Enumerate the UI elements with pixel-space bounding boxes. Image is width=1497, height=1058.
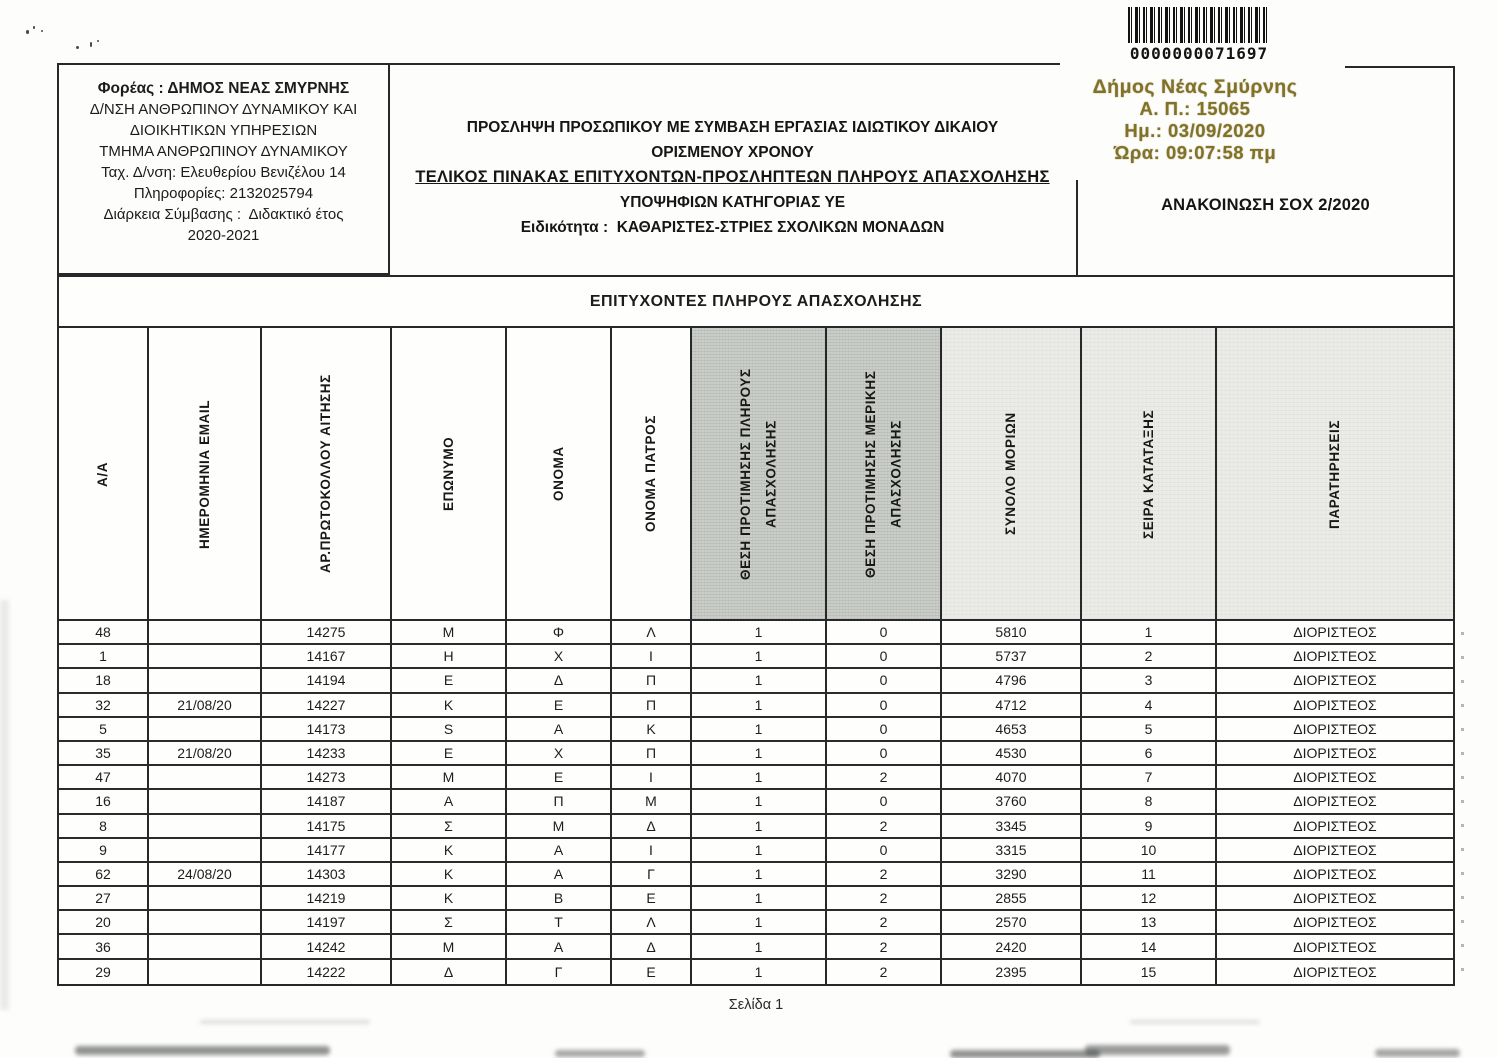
table-cell: Γ xyxy=(507,960,612,984)
table-cell: 13 xyxy=(1082,911,1217,933)
table-cell: 8 xyxy=(59,815,149,837)
table-cell: 14177 xyxy=(262,839,392,861)
table-cell xyxy=(149,790,262,812)
table-cell: Μ xyxy=(612,790,692,812)
table-cell: 0 xyxy=(827,718,942,740)
table-cell: ΔΙΟΡΙΣΤΕΟΣ xyxy=(1293,865,1377,882)
table-cell: 4 xyxy=(1082,694,1217,716)
barcode-number: 0000000071697 xyxy=(1129,44,1269,63)
table-cell: 0 xyxy=(827,645,942,667)
table-cell: 4070 xyxy=(942,766,1082,788)
table-cell: Η xyxy=(392,645,507,667)
table-cell: 1 xyxy=(692,863,827,885)
table-cell xyxy=(149,960,262,984)
title-line-5: Ειδικότητα : ΚΑΘΑΡΙΣΤΕΣ-ΣΤΡΙΕΣ ΣΧΟΛΙΚΩΝ ΜΟΝΑΔΩΝ xyxy=(520,218,945,236)
table-cell: 4530 xyxy=(942,742,1082,764)
table-cell: 2 xyxy=(827,887,942,909)
table-cell: Ε xyxy=(507,766,612,788)
table-cell: 18 xyxy=(59,669,149,691)
table-cell xyxy=(149,669,262,691)
table-cell: 36 xyxy=(59,935,149,957)
table-cell: Ε xyxy=(392,669,507,691)
contract-duration-2: 2020-2021 xyxy=(187,227,260,244)
header-topright-border xyxy=(1345,66,1455,68)
table-cell xyxy=(149,935,262,957)
table-cell: 8 xyxy=(1082,790,1217,812)
table-cell: Λ xyxy=(612,911,692,933)
table-cell: 4796 xyxy=(942,669,1082,691)
table-cell: Χ xyxy=(507,742,612,764)
table-row xyxy=(59,621,1453,645)
table-cell: Κ xyxy=(392,863,507,885)
table-cell: 10 xyxy=(1082,839,1217,861)
table-cell: 5810 xyxy=(942,621,1082,643)
table-cell: 5737 xyxy=(942,645,1082,667)
table-cell: Σ xyxy=(392,815,507,837)
agency-directorate-2: ΔΙΟΙΚΗΤΙΚΩΝ ΥΠΗΡΕΣΙΩΝ xyxy=(129,122,318,139)
table-cell: Δ xyxy=(612,935,692,957)
scan-smudge xyxy=(75,1046,330,1055)
table-cell: Ε xyxy=(612,960,692,984)
table-row xyxy=(59,815,1453,839)
agency-name: Φορέας : ΔΗΜΟΣ ΝΕΑΣ ΣΜΥΡΝΗΣ xyxy=(97,80,350,97)
scan-smudge xyxy=(1085,1045,1230,1055)
table-cell: Φ xyxy=(507,621,612,643)
table-cell xyxy=(149,718,262,740)
agency-department: ΤΜΗΜΑ ΑΝΘΡΩΠΙΝΟΥ ΔΥΝΑΜΙΚΟΥ xyxy=(99,143,348,160)
table-cell: 48 xyxy=(59,621,149,643)
table-cell: Π xyxy=(612,669,692,691)
table-cell: 11 xyxy=(1082,863,1217,885)
announcement-number: ΑΝΑΚΟΙΝΩΣΗ ΣΟΧ 2/2020 xyxy=(1161,196,1370,214)
pen-mark xyxy=(76,46,79,49)
table-row xyxy=(59,669,1453,693)
table-row xyxy=(59,935,1453,959)
table-cell: 9 xyxy=(59,839,149,861)
table-cell: ΔΙΟΡΙΣΤΕΟΣ xyxy=(1293,963,1377,980)
table-cell: 1 xyxy=(692,911,827,933)
scan-smudge xyxy=(1130,1020,1260,1024)
table-cell xyxy=(149,815,262,837)
table-cell: ΔΙΟΡΙΣΤΕΟΣ xyxy=(1293,793,1377,810)
table-row xyxy=(59,790,1453,814)
title-line-3: ΤΕΛΙΚΟΣ ΠΙΝΑΚΑΣ ΕΠΙΤΥΧΟΝΤΩΝ-ΠΡΟΣΛΗΠΤΕΩΝ ΠΛΗΡΟΥΣ ΑΠΑΣΧΟΛΗΣΗΣ xyxy=(415,167,1050,186)
scan-smudge xyxy=(555,1050,645,1057)
title-line-2: ΟΡΙΣΜΕΝΟΥ ΧΡΟΝΟΥ xyxy=(651,143,814,161)
document-title-box xyxy=(390,63,1075,275)
table-cell: 15 xyxy=(1082,960,1217,984)
title-line-1: ΠΡΟΣΛΗΨΗ ΠΡΟΣΩΠΙΚΟΥ ΜΕ ΣΥΜΒΑΣΗ ΕΡΓΑΣΙΑΣ ΙΔΙΩΤΙΚΟΥ ΔΙΚΑΙΟΥ xyxy=(466,118,999,136)
table-cell: 1 xyxy=(692,839,827,861)
table-cell: 16 xyxy=(59,790,149,812)
barcode xyxy=(1128,7,1270,43)
pen-mark xyxy=(26,30,29,34)
stamp-time: Ώρα: 09:07:58 πμ xyxy=(1113,142,1277,163)
table-cell: 14175 xyxy=(262,815,392,837)
table-cell: 2 xyxy=(827,766,942,788)
table-row xyxy=(59,887,1453,911)
table-cell: 2 xyxy=(827,863,942,885)
table-cell: 14187 xyxy=(262,790,392,812)
stamp-protocol-number: Α. Π.: 15065 xyxy=(1139,98,1251,119)
table-cell: 14275 xyxy=(262,621,392,643)
table-cell xyxy=(149,839,262,861)
table-cell: 2 xyxy=(827,911,942,933)
table-cell: ΔΙΟΡΙΣΤΕΟΣ xyxy=(1293,672,1377,689)
table-cell: Λ xyxy=(612,621,692,643)
column-header-protocol-number: ΑΡ.ΠΡΩΤΟΚΟΛΛΟΥ ΑΙΤΗΣΗΣ xyxy=(262,328,392,619)
agency-directorate: Δ/ΝΣΗ ΑΝΘΡΩΠΙΝΟΥ ΔΥΝΑΜΙΚΟΥ ΚΑΙ xyxy=(89,101,358,118)
table-section-title: ΕΠΙΤΥΧΟΝΤΕΣ ΠΛΗΡΟΥΣ ΑΠΑΣΧΟΛΗΣΗΣ xyxy=(59,277,1453,328)
table-cell: 14219 xyxy=(262,887,392,909)
table-row xyxy=(59,718,1453,742)
table-cell: 14 xyxy=(1082,935,1217,957)
table-cell: 21/08/20 xyxy=(149,742,262,764)
column-header-fulltime-preference: ΘΕΣΗ ΠΡΟΤΙΜΗΣΗΣ ΠΛΗΡΟΥΣ ΑΠΑΣΧΟΛΗΣΗΣ xyxy=(692,328,827,619)
table-cell: 2 xyxy=(827,935,942,957)
table-cell: 0 xyxy=(827,839,942,861)
column-header-name: ΟΝΟΜΑ xyxy=(507,328,612,619)
table-cell: S xyxy=(392,718,507,740)
table-cell: Β xyxy=(507,887,612,909)
pen-mark xyxy=(41,30,43,32)
table-cell: 14222 xyxy=(262,960,392,984)
table-cell xyxy=(149,766,262,788)
table-cell: ΔΙΟΡΙΣΤΕΟΣ xyxy=(1293,841,1377,858)
table-cell: 1 xyxy=(692,960,827,984)
header-divider-partial xyxy=(1076,180,1078,275)
agency-phone: Πληροφορίες: 2132025794 xyxy=(133,185,314,202)
table-cell: 0 xyxy=(827,621,942,643)
table-cell: 14173 xyxy=(262,718,392,740)
pen-mark xyxy=(97,40,99,42)
table-cell: 3345 xyxy=(942,815,1082,837)
table-cell: 29 xyxy=(59,960,149,984)
table-cell: Κ xyxy=(612,718,692,740)
table-row xyxy=(59,911,1453,935)
table-row xyxy=(59,766,1453,790)
table-cell: 14167 xyxy=(262,645,392,667)
stamp-date: Ημ.: 03/09/2020 xyxy=(1124,120,1266,141)
table-cell: 5 xyxy=(1082,718,1217,740)
table-cell: ΔΙΟΡΙΣΤΕΟΣ xyxy=(1293,720,1377,737)
table-cell: 1 xyxy=(692,718,827,740)
table-cell: 4712 xyxy=(942,694,1082,716)
column-header-remarks: ΠΑΡΑΤΗΡΗΣΕΙΣ xyxy=(1217,328,1453,619)
table-cell: Ε xyxy=(392,742,507,764)
contract-duration: Διάρκεια Σύμβασης : Διδακτικό έτος xyxy=(103,206,344,223)
table-cell: 9 xyxy=(1082,815,1217,837)
table-cell: 1 xyxy=(1082,621,1217,643)
table-cell: 3 xyxy=(1082,669,1217,691)
results-table xyxy=(57,275,1455,986)
table-cell: 0 xyxy=(827,694,942,716)
table-cell: 14194 xyxy=(262,669,392,691)
pen-mark xyxy=(33,26,35,29)
table-cell: 5 xyxy=(59,718,149,740)
table-cell: ΔΙΟΡΙΣΤΕΟΣ xyxy=(1293,890,1377,907)
table-cell: ΔΙΟΡΙΣΤΕΟΣ xyxy=(1293,938,1377,955)
table-cell: Μ xyxy=(392,935,507,957)
table-cell: Χ xyxy=(507,645,612,667)
table-cell: 0 xyxy=(827,790,942,812)
table-cell: Δ xyxy=(507,669,612,691)
scan-artifact-ticks xyxy=(1461,632,1464,988)
table-cell: 2 xyxy=(827,960,942,984)
table-cell: 2420 xyxy=(942,935,1082,957)
table-cell: Π xyxy=(507,790,612,812)
table-cell: ΔΙΟΡΙΣΤΕΟΣ xyxy=(1293,914,1377,931)
table-cell: Ι xyxy=(612,766,692,788)
table-cell: 1 xyxy=(692,645,827,667)
table-cell: Τ xyxy=(507,911,612,933)
table-cell: ΔΙΟΡΙΣΤΕΟΣ xyxy=(1293,696,1377,713)
scan-smudge xyxy=(950,1050,1100,1058)
table-cell: 1 xyxy=(692,694,827,716)
table-cell: Μ xyxy=(392,621,507,643)
table-cell: Α xyxy=(392,790,507,812)
stamp-municipality: Δήμος Νέας Σμύρνης xyxy=(1092,76,1298,98)
table-cell: ΔΙΟΡΙΣΤΕΟΣ xyxy=(1293,817,1377,834)
agency-info-box xyxy=(57,63,390,275)
table-cell: Α xyxy=(507,839,612,861)
table-cell: 32 xyxy=(59,694,149,716)
table-row xyxy=(59,742,1453,766)
title-line-4: ΥΠΟΨΗΦΙΩΝ ΚΑΤΗΓΟΡΙΑΣ ΥΕ xyxy=(619,193,846,211)
table-cell: 35 xyxy=(59,742,149,764)
table-cell: 1 xyxy=(692,669,827,691)
table-row xyxy=(59,839,1453,863)
table-row xyxy=(59,645,1453,669)
table-cell: 12 xyxy=(1082,887,1217,909)
table-cell: 14242 xyxy=(262,935,392,957)
table-cell xyxy=(149,887,262,909)
table-cell: Σ xyxy=(392,911,507,933)
table-cell: 62 xyxy=(59,863,149,885)
table-cell: Π xyxy=(612,694,692,716)
table-cell: 2570 xyxy=(942,911,1082,933)
column-header-ranking: ΣΕΙΡΑ ΚΑΤΑΤΑΞΗΣ xyxy=(1082,328,1217,619)
table-cell: ΔΙΟΡΙΣΤΕΟΣ xyxy=(1293,648,1377,665)
column-header-email-date: ΗΜΕΡΟΜΗΝΙΑ EMAIL xyxy=(149,328,262,619)
column-header-father-name: ΟΝΟΜΑ ΠΑΤΡΟΣ xyxy=(612,328,692,619)
table-cell: Δ xyxy=(392,960,507,984)
table-cell: 21/08/20 xyxy=(149,694,262,716)
table-cell: 1 xyxy=(692,742,827,764)
table-cell: Κ xyxy=(392,694,507,716)
table-row xyxy=(59,694,1453,718)
table-row xyxy=(59,863,1453,887)
table-cell: 20 xyxy=(59,911,149,933)
page-number: Σελίδα 1 xyxy=(728,997,784,1013)
column-header-parttime-preference: ΘΕΣΗ ΠΡΟΤΙΜΗΣΗΣ ΜΕΡΙΚΗΣ ΑΠΑΣΧΟΛΗΣΗΣ xyxy=(827,328,942,619)
table-cell: Γ xyxy=(612,863,692,885)
table-cell: Μ xyxy=(507,815,612,837)
table-cell: 1 xyxy=(692,621,827,643)
table-cell: 14197 xyxy=(262,911,392,933)
table-cell: 1 xyxy=(59,645,149,667)
scan-smudge xyxy=(1375,1049,1460,1057)
table-cell: 3760 xyxy=(942,790,1082,812)
table-cell: 7 xyxy=(1082,766,1217,788)
table-cell: 3290 xyxy=(942,863,1082,885)
table-cell: 0 xyxy=(827,669,942,691)
table-cell: Δ xyxy=(612,815,692,837)
table-cell: Α xyxy=(507,863,612,885)
table-cell: 14227 xyxy=(262,694,392,716)
table-cell: 1 xyxy=(692,935,827,957)
table-cell: ΔΙΟΡΙΣΤΕΟΣ xyxy=(1293,745,1377,762)
table-cell: 2395 xyxy=(942,960,1082,984)
table-cell: 14273 xyxy=(262,766,392,788)
table-cell: Κ xyxy=(392,887,507,909)
table-cell xyxy=(149,645,262,667)
table-row xyxy=(59,960,1453,984)
table-cell: 1 xyxy=(692,766,827,788)
table-cell: 47 xyxy=(59,766,149,788)
table-cell: ΔΙΟΡΙΣΤΕΟΣ xyxy=(1293,624,1377,641)
table-cell: ΔΙΟΡΙΣΤΕΟΣ xyxy=(1293,769,1377,786)
table-cell: 3315 xyxy=(942,839,1082,861)
header-right-border xyxy=(1453,66,1455,275)
column-header-aa: Α/Α xyxy=(59,328,149,619)
table-cell: Ε xyxy=(612,887,692,909)
table-cell xyxy=(149,911,262,933)
table-cell: Ι xyxy=(612,645,692,667)
table-cell: 14303 xyxy=(262,863,392,885)
table-cell: 1 xyxy=(692,887,827,909)
table-cell: Π xyxy=(612,742,692,764)
table-cell: 1 xyxy=(692,815,827,837)
table-cell: 14233 xyxy=(262,742,392,764)
column-header-total-points: ΣΥΝΟΛΟ ΜΟΡΙΩΝ xyxy=(942,328,1082,619)
table-cell: 0 xyxy=(827,742,942,764)
table-body xyxy=(59,621,1453,984)
table-cell: 2855 xyxy=(942,887,1082,909)
table-cell: Α xyxy=(507,935,612,957)
table-cell: 4653 xyxy=(942,718,1082,740)
table-cell: 24/08/20 xyxy=(149,863,262,885)
table-header-row xyxy=(59,328,1453,621)
registry-stamp xyxy=(1078,76,1312,164)
table-cell: Ι xyxy=(612,839,692,861)
table-cell: Ε xyxy=(507,694,612,716)
table-cell xyxy=(149,621,262,643)
table-cell: 2 xyxy=(1082,645,1217,667)
table-cell: 2 xyxy=(827,815,942,837)
table-cell: Κ xyxy=(392,839,507,861)
table-cell: 27 xyxy=(59,887,149,909)
scan-edge-shadow xyxy=(0,600,9,1010)
table-cell: Α xyxy=(507,718,612,740)
table-cell: 1 xyxy=(692,790,827,812)
table-cell: Μ xyxy=(392,766,507,788)
scan-smudge xyxy=(200,1020,370,1024)
table-cell: 6 xyxy=(1082,742,1217,764)
agency-address: Ταχ. Δ/νση: Ελευθερίου Βενιζέλου 14 xyxy=(101,164,346,181)
column-header-surname: ΕΠΩΝΥΜΟ xyxy=(392,328,507,619)
pen-mark xyxy=(90,42,92,47)
